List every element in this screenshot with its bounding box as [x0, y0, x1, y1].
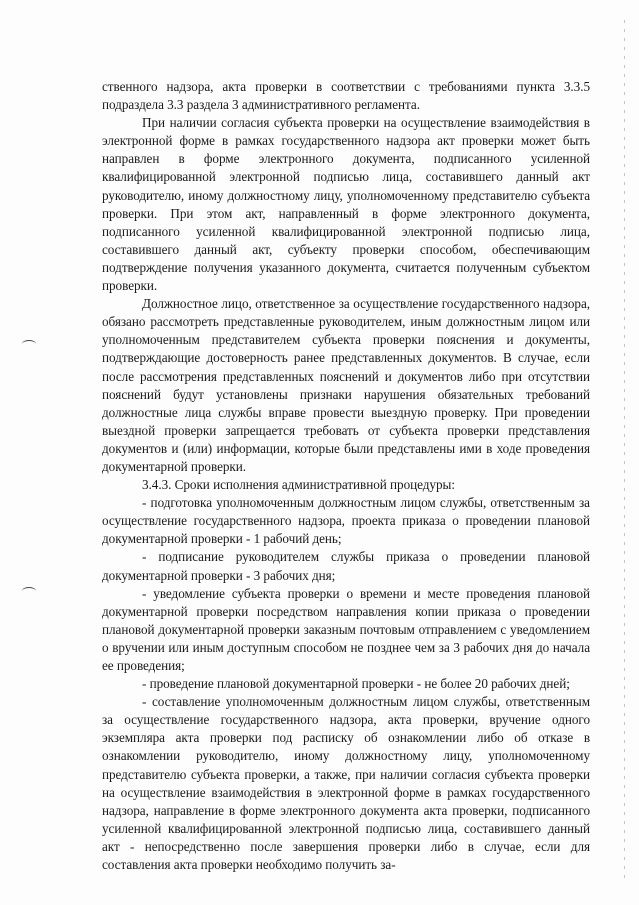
list-item: - уведомление субъекта проверки о времени и месте проведения плановой документарной проверки посредством направления копии приказа о проведении плановой документарной проверки заказным почтовым отправлением с уведомлением о вручении или иным доступным способом не позднее чем за 3 рабочих дня до начала ее проведения; [102, 585, 590, 673]
list-item: - проведение плановой документарной проверки - не более 20 рабочих дней; [142, 676, 570, 692]
document-body [102, 78, 590, 874]
punch-hole-mark [22, 340, 36, 348]
list-item: - подготовка уполномоченным должностным лицом службы, ответственным за осуществление государственного надзора, проекта приказа о проведении плановой документарной проверки - 1 рабочий день; [102, 495, 590, 547]
scan-edge-line [624, 20, 625, 880]
paragraph: Должностное лицо, ответственное за осуществление государственного надзора, обязано рассмотреть представленные руководителем, иным должностным лицом или уполномоченным представителем субъекта проверки пояснения и документы, подтверждающие достоверность ранее представленных документов. В случае, если после рассмотрения представленных пояснений и документов либо при отсутствии пояснений будут установлены признаки нарушения обязательных требований должностные лица службы вправе провести выездную проверку. При проведении выездной проверки запрещается требовать от субъекта проверки представления документов и (или) информации, которые были представлены ими в ходе проведения документарной проверки. [102, 296, 590, 474]
list-item: - составление уполномоченным должностным лицом службы, ответственным за осуществление государственного надзора, акта проверки, вручение одного экземпляра акта проверки под расписку об ознакомлении либо об отказе в ознакомлении руководителю, иному должностному лицу, уполномоченному представителю субъекта проверки, а также, при наличии согласия субъекта проверки на осуществление взаимодействия в электронной форме в рамках государственного надзора, направление в форме электронного документа акта проверки, подписанного усиленной квалифицированной электронной подписью лица, составившего данный акт - непосредственно после завершения проверки либо в случае, если для составления акта проверки необходимо получить за- [102, 694, 590, 873]
list-item: - подписание руководителем службы приказа о проведении плановой документарной проверки - 3 рабочих дня; [102, 549, 590, 583]
section-heading: 3.4.3. Сроки исполнения административной процедуры: [142, 477, 455, 493]
punch-hole-mark [22, 587, 36, 595]
paragraph: ственного надзора, акта проверки в соответствии с требованиями пункта 3.3.5 подраздела 3.3 раздела 3 административного регламента. [102, 79, 590, 113]
paragraph: При наличии согласия субъекта проверки на осуществление взаимодействия в электронной форме в рамках государственного надзора акт проверки может быть направлен в форме электронного документа, подписанного усиленной квалифицированной электронной подписью лица, составившего данный акт руководителю, иному должностному лицу, уполномоченному представителю субъекта проверки. При этом акт, направленный в форме электронного документа, подписанного усиленной квалифицированной электронной подписью лица, составившего данный акт, субъекту проверки способом, обеспечивающим подтверждение получения указанного документа, считается полученным субъектом проверки. [102, 115, 590, 294]
